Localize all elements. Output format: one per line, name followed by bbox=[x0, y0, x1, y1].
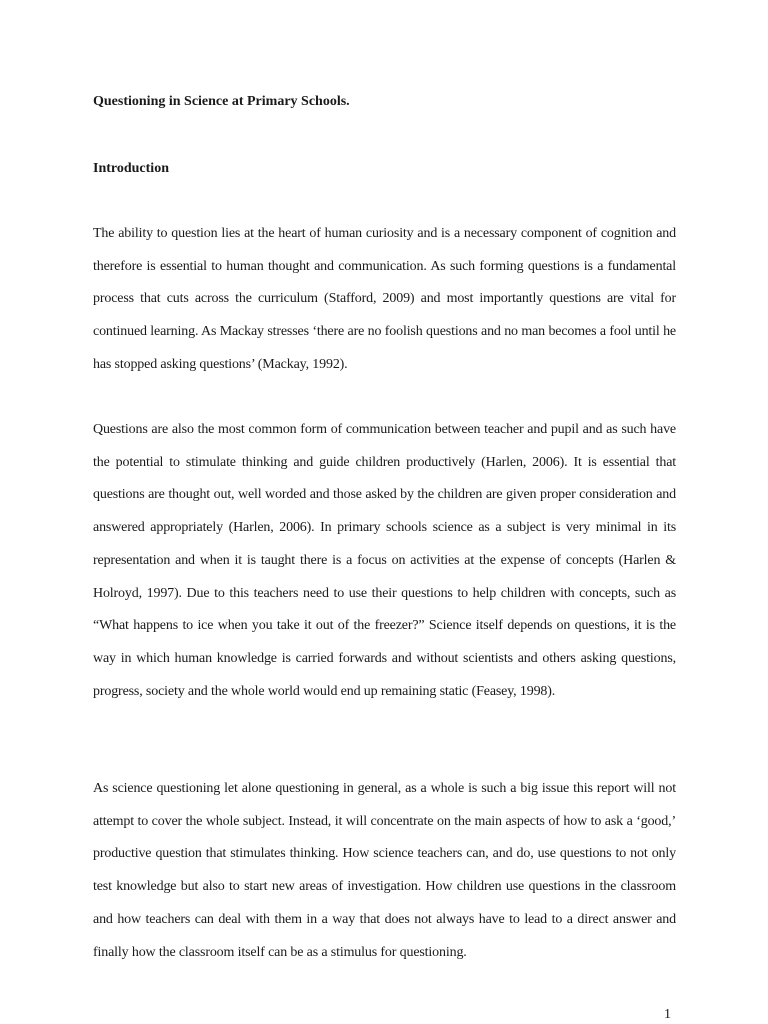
document-title: Questioning in Science at Primary Schools. bbox=[93, 94, 350, 109]
paragraph-2: Questions are also the most common form of communication between teacher and pupil and as such have the potential to stimulate thinking and guide children productively (Harlen, 2006). It is essential that questions are thought out, well worded and those asked by the children are given proper consideration and answered appropriately (Harlen, 2006). In primary schools science as a subject is very minimal in its representation and when it is taught there is a focus on activities at the expense of concepts (Harlen & Holroyd, 1997). Due to this teachers need to use their questions to help children with concepts, such as “What happens to ice when you take it out of the freezer?” Science itself depends on questions, it is the way in which human knowledge is carried forwards and without scientists and others asking questions, progress, society and the whole world would end up remaining static (Feasey, 1998). bbox=[93, 422, 676, 699]
paragraph-3: As science questioning let alone questioning in general, as a whole is such a big issue this report will not attempt to cover the whole subject. Instead, it will concentrate on the main aspects of how to ask a ‘good,’ productive question that stimulates thinking. How science teachers can, and do, use questions to not only test knowledge but also to start new areas of investigation. How children use questions in the classroom and how teachers can deal with them in a way that does not always have to lead to a direct answer and finally how the classroom itself can be as a stimulus for questioning. bbox=[93, 781, 676, 960]
section-heading-introduction: Introduction bbox=[93, 161, 169, 176]
page-number: 1 bbox=[664, 1007, 671, 1022]
paragraph-1: The ability to question lies at the heart of human curiosity and is a necessary component of cognition and therefore is essential to human thought and communication. As such forming questions is a fundamental process that cuts across the curriculum (Stafford, 2009) and most importantly questions are vital for continued learning. As Mackay stresses ‘there are no foolish questions and no man becomes a fool until he has stopped asking questions’ (Mackay, 1992). bbox=[93, 226, 676, 372]
